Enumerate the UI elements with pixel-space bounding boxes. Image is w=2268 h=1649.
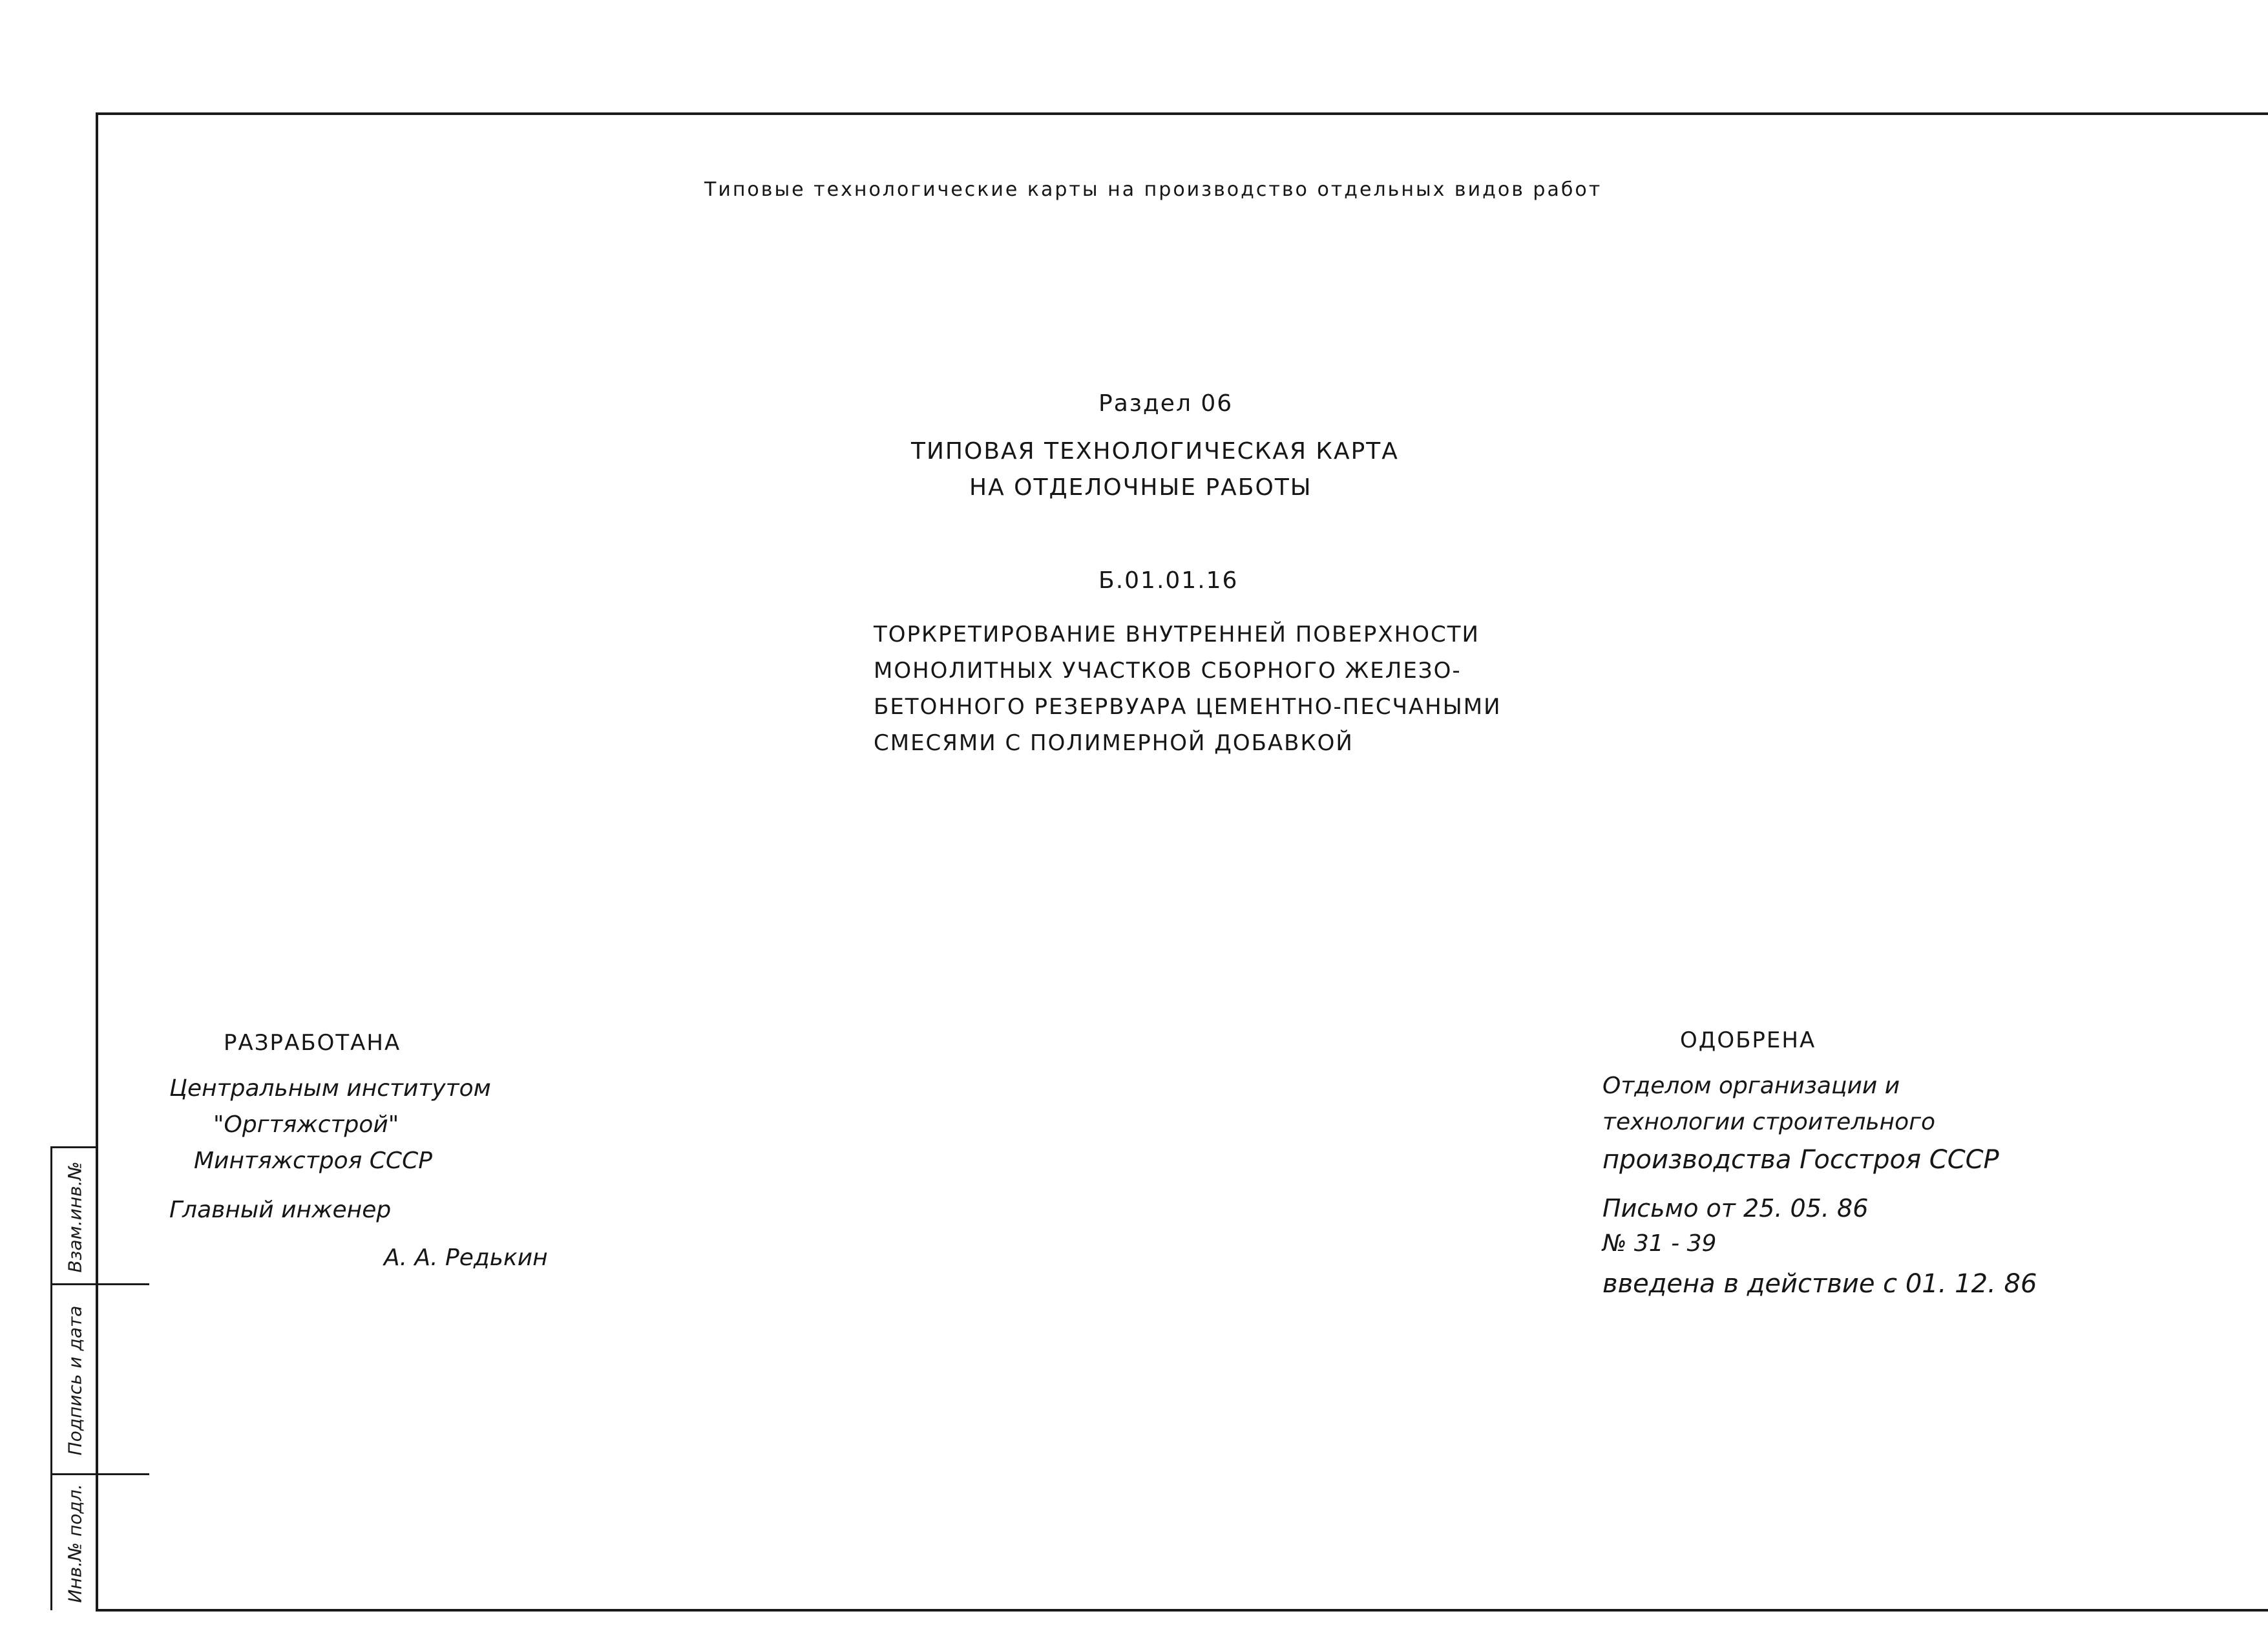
work-title-line: СМЕСЯМИ С ПОЛИМЕРНОЙ ДОБАВКОЙ bbox=[874, 730, 1354, 756]
stamp-label-original-inv: Инв.№ подл. bbox=[64, 1483, 86, 1603]
approved-department-line-1: Отделом организации и bbox=[1602, 1073, 1900, 1099]
developed-ministry: Минтяжстроя СССР bbox=[194, 1148, 432, 1174]
frame-bottom-border bbox=[96, 1609, 2268, 1612]
stamp-cell-signature-date bbox=[52, 1285, 98, 1475]
side-stamp bbox=[50, 1146, 97, 1610]
stamp-cell-replacement-inv bbox=[52, 1148, 98, 1285]
developed-chief-engineer-title: Главный инженер bbox=[169, 1197, 392, 1223]
stamp-cell-original-inv bbox=[52, 1475, 98, 1611]
developed-organization: Центральным институтом bbox=[169, 1075, 491, 1102]
card-type-line-1: ТИПОВАЯ ТЕХНОЛОГИЧЕСКАЯ КАРТА bbox=[911, 438, 1399, 465]
stamp-label-replacement-inv: Взам.инв.№ bbox=[64, 1161, 86, 1273]
stamp-label-signature-date: Подпись и дата bbox=[64, 1305, 86, 1455]
approved-department-line-3: производства Госстроя СССР bbox=[1602, 1145, 1999, 1175]
card-type-line-2: НА ОТДЕЛОЧНЫЕ РАБОТЫ bbox=[969, 474, 1312, 501]
approved-department-line-2: технологии строительного bbox=[1602, 1109, 1936, 1135]
card-code: Б.01.01.16 bbox=[1098, 567, 1239, 594]
approved-heading: ОДОБРЕНА bbox=[1680, 1027, 1816, 1053]
approved-effective-date: введена в действие с 01. 12. 86 bbox=[1602, 1269, 2037, 1299]
approved-letter-date: Письмо от 25. 05. 86 bbox=[1602, 1194, 1869, 1223]
work-title-line: МОНОЛИТНЫХ УЧАСТКОВ СБОРНОГО ЖЕЛЕЗО- bbox=[874, 658, 1462, 684]
developed-chief-engineer-name: А. А. Редькин bbox=[384, 1245, 548, 1271]
section-label: Раздел 06 bbox=[1098, 390, 1234, 417]
frame-top-border bbox=[96, 112, 2268, 115]
series-title: Типовые технологические карты на производство отдельных видов работ bbox=[704, 178, 1602, 201]
developed-organization-name: "Оргтяжстрой" bbox=[213, 1111, 399, 1138]
work-title-line: БЕТОННОГО РЕЗЕРВУАРА ЦЕМЕНТНО-ПЕСЧАНЫМИ bbox=[874, 694, 1502, 720]
approved-letter-number: № 31 - 39 bbox=[1602, 1230, 1717, 1257]
work-title bbox=[874, 616, 1520, 761]
work-title-line: ТОРКРЕТИРОВАНИЕ ВНУТРЕННЕЙ ПОВЕРХНОСТИ bbox=[874, 622, 1480, 647]
developed-heading: РАЗРАБОТАНА bbox=[224, 1030, 401, 1056]
